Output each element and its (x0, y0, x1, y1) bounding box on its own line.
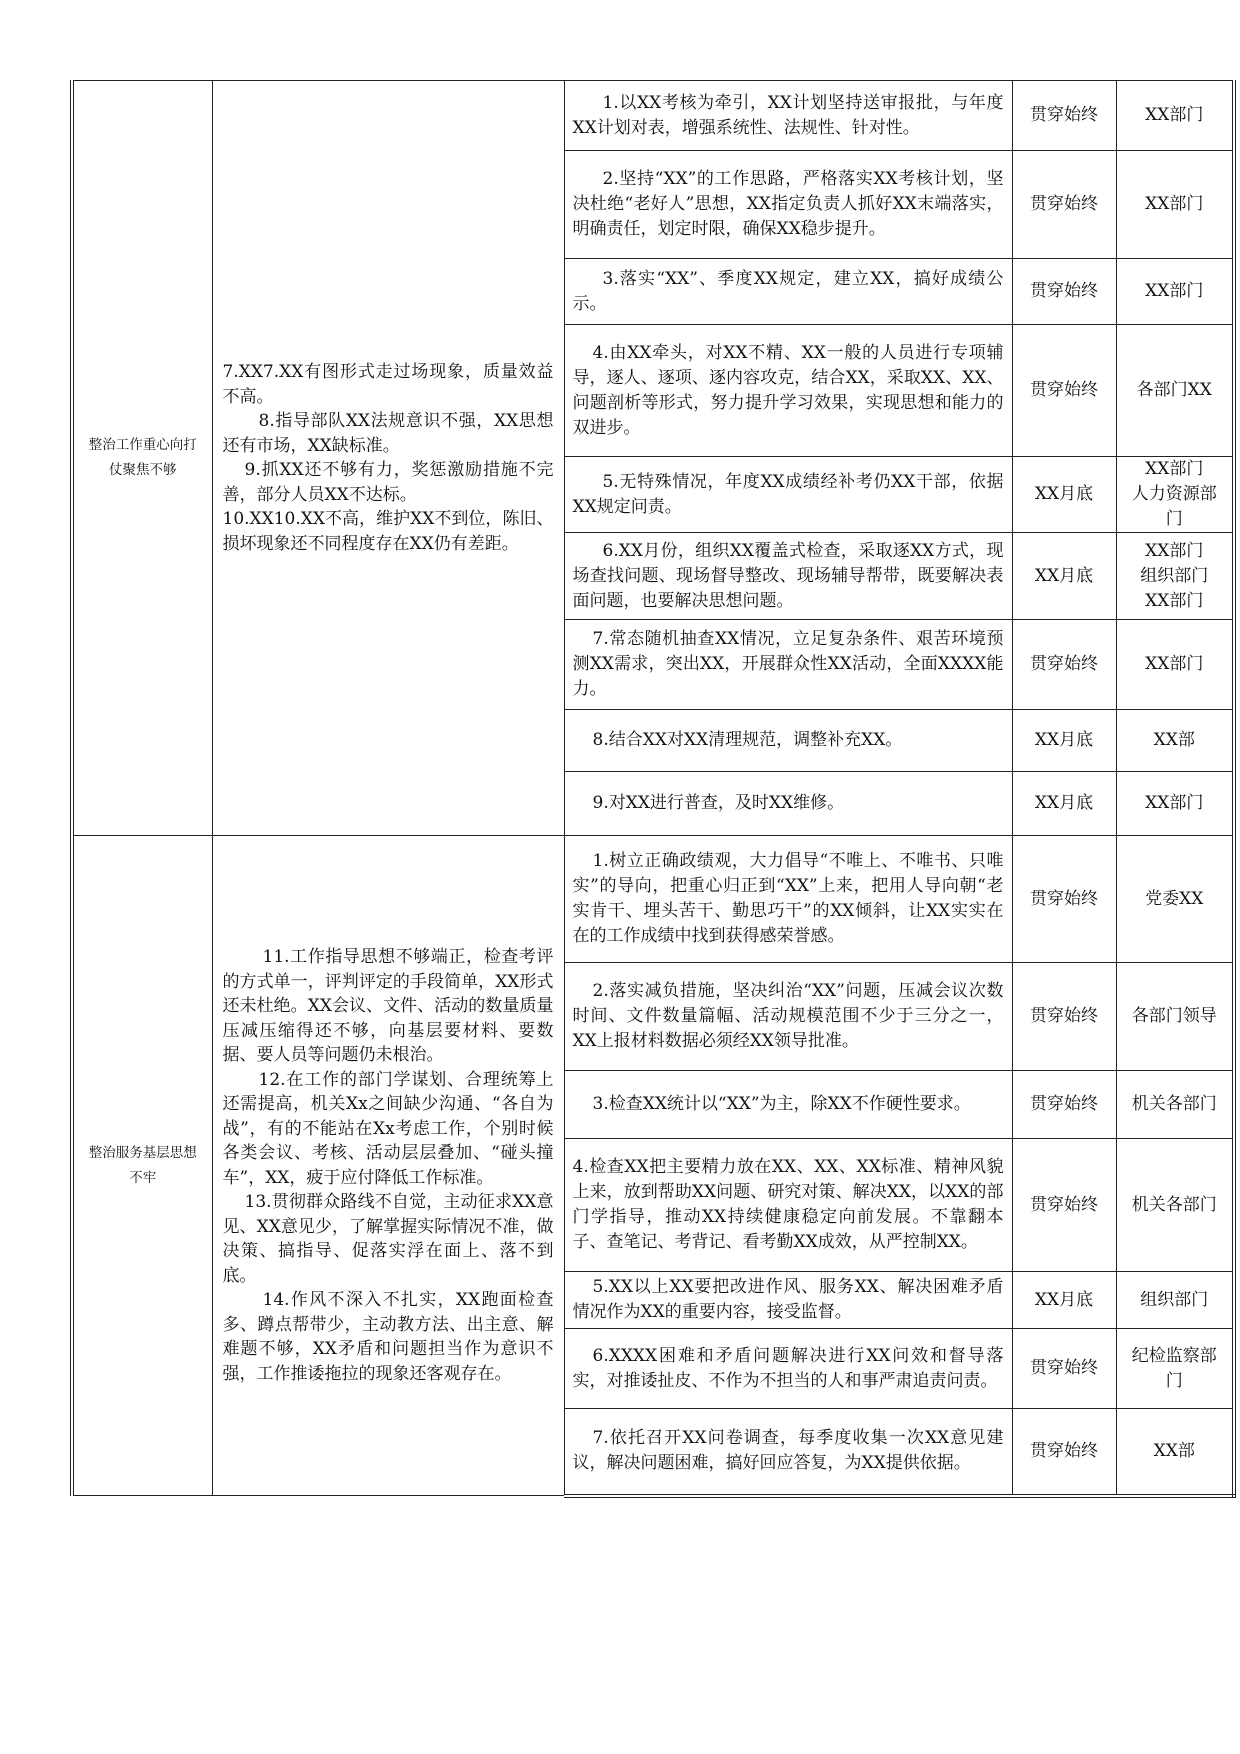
measure-cell (564, 1409, 1012, 1496)
problem-item: 12.在工作的部门学谋划、合理统筹上还需提高，机关Xx之间缺少沟通、“各自为战”，有的不能站在Xx考虑工作，个别时候各类会议、考核、活动层层叠加、“碰头撞车”，XX，疲于应付降低工作标准。 (222, 1069, 554, 1188)
dept-name: 机关各部门 (1131, 1194, 1217, 1215)
responsible-dept-cell (1116, 81, 1234, 151)
measure-text: 8.结合XX对XX清理规范，调整补充XX。 (592, 730, 903, 750)
measure-cell (564, 151, 1012, 259)
time-limit-cell: 贯穿始终 (1012, 259, 1116, 325)
measure-text: 1.树立正确政绩观，大力倡导“不唯上、不唯书、只唯实”的导向，把重心归正到“XX”上来，把用人导向朝“老实肯干、埋头苦干、勤思巧干”的XX倾斜，让XX实实在在的工作成绩中找到获得感荣誉感。 (572, 851, 1004, 946)
responsible-dept-cell (1116, 325, 1234, 457)
responsible-dept-cell (1116, 1071, 1234, 1139)
category-cell: 整治服务基层思想不牢 (72, 836, 212, 1496)
responsible-dept-cell (1116, 259, 1234, 325)
measure-text: 5.XX以上XX要把改进作风、服务XX、解决困难矛盾情况作为XX的重要内容，接受监督。 (572, 1277, 1004, 1322)
time-limit-cell: 贯穿始终 (1012, 1409, 1116, 1496)
problem-item: 7.XX7.XX有图形式走过场现象，质量效益不高。 (222, 362, 554, 407)
dept-name: XX部门 (1145, 105, 1204, 125)
measure-cell (564, 1071, 1012, 1139)
dept-name: 党委XX (1145, 888, 1204, 909)
dept-name: XX部 (1153, 730, 1195, 750)
responsible-dept-cell (1116, 710, 1234, 772)
measure-cell (564, 457, 1012, 533)
time-limit-cell: 贯穿始终 (1012, 325, 1116, 457)
measure-text: 2.坚持“XX”的工作思路，严格落实XX考核计划，坚决杜绝“老好人”思想，XX指定负责人抓好XX末端落实，明确责任，划定时限，确保XX稳步提升。 (572, 169, 1004, 239)
measure-cell (564, 1139, 1012, 1272)
measure-cell (564, 259, 1012, 325)
dept-name: XX部门 (1145, 459, 1204, 479)
time-limit-cell: XX月底 (1012, 457, 1116, 533)
time-limit-cell: XX月底 (1012, 710, 1116, 772)
dept-name: 纪检监察部 (1131, 1345, 1217, 1366)
responsible-dept-cell (1116, 772, 1234, 836)
dept-name: 组织部门 (1140, 1289, 1209, 1310)
dept-name: 组织部门 (1140, 565, 1209, 586)
dept-name: 门 (1165, 1370, 1183, 1391)
dept-name: 机关各部门 (1131, 1094, 1217, 1114)
table-row (72, 81, 1234, 151)
measure-text: 3.检查XX统计以“XX”为主，除XX不作硬性要求。 (592, 1094, 971, 1114)
measure-cell (564, 963, 1012, 1071)
dept-name: XX部门 (1145, 194, 1204, 214)
time-limit-cell: 贯穿始终 (1012, 151, 1116, 259)
measure-cell (564, 836, 1012, 963)
measure-text: 4.由XX牵头，对XX不精、XX一般的人员进行专项辅导，逐人、逐项、逐内容攻克，结合XX，采取XX、XX、问题剖析等形式，努力提升学习效果，实现思想和能力的双进步。 (572, 342, 1004, 438)
responsible-dept-cell (1116, 1272, 1234, 1329)
responsible-dept-cell (1116, 836, 1234, 963)
time-limit-cell: 贯穿始终 (1012, 620, 1116, 710)
rectification-table-page (70, 80, 1232, 1498)
dept-name: 各部门XX (1136, 380, 1212, 400)
responsible-dept-cell (1116, 963, 1234, 1071)
responsible-dept-cell (1116, 1329, 1234, 1409)
time-limit-cell: 贯穿始终 (1012, 1071, 1116, 1139)
dept-name: XX部 (1153, 1440, 1195, 1461)
dept-name: XX部门 (1145, 654, 1204, 674)
rectification-table (70, 80, 1236, 1498)
measure-cell (564, 325, 1012, 457)
dept-name: 门 (1165, 509, 1183, 529)
category-cell: 整治工作重心向打仗聚焦不够 (72, 81, 212, 836)
measure-text: 4.检查XX把主要精力放在XX、XX、XX标准、精神风貌上来，放到帮助XX问题、研究对策、解决XX，以XX的部门学指导，推动XX持续健康稳定向前发展。不靠翻本子、查笔记、考背记、看考勤XX成效，从严控制XX。 (572, 1157, 1004, 1252)
problem-cell (212, 81, 564, 836)
dept-name: XX部门 (1145, 281, 1204, 301)
measure-text: 6.XXXX困难和矛盾问题解决进行XX问效和督导落实，对推诿扯皮、不作为不担当的人和事严肃追责问责。 (572, 1345, 1004, 1391)
time-limit-cell: XX月底 (1012, 533, 1116, 620)
measure-text: 7.常态随机抽查XX情况，立足复杂条件、艰苦环境预测XX需求，突出XX，开展群众性XX活动，全面XXXX能力。 (572, 629, 1004, 699)
problem-item: 14.作风不深入不扎实，XX跑面检查多、蹲点帮带少，主动教方法、出主意、解难题不够，XX矛盾和问题担当作为意识不强，工作推诿拖拉的现象还客观存在。 (222, 1290, 554, 1384)
measure-text: 6.XX月份，组织XX覆盖式检查，采取逐XX方式，现场查找问题、现场督导整改、现场辅导帮带，既要解决表面问题，也要解决思想问题。 (572, 540, 1004, 611)
measure-text: 9.对XX进行普查，及时XX维修。 (592, 793, 845, 813)
responsible-dept-cell (1116, 533, 1234, 620)
measure-text: 3.落实“XX”、季度XX规定，建立XX，搞好成绩公示。 (572, 268, 1004, 314)
dept-name: XX部门 (1145, 590, 1204, 611)
time-limit-cell: XX月底 (1012, 772, 1116, 836)
measure-text: 5.无特殊情况，年度XX成绩经补考仍XX干部，依据XX规定问责。 (572, 471, 1004, 517)
time-limit-cell: 贯穿始终 (1012, 1139, 1116, 1272)
time-limit-cell: XX月底 (1012, 1272, 1116, 1329)
dept-name: 人力资源部 (1131, 484, 1217, 504)
dept-name: XX部门 (1145, 540, 1204, 561)
measure-cell (564, 1329, 1012, 1409)
measure-text: 2.落实减负措施，坚决纠治“XX”问题，压减会议次数时间、文件数量篇幅、活动规模范围不少于三分之一，XX上报材料数据必须经XX领导批准。 (572, 981, 1004, 1051)
problem-cell (212, 836, 564, 1496)
problem-item: 9.抓XX还不够有力，奖惩激励措施不完善，部分人员XX不达标。 (222, 460, 554, 505)
problem-item: 8.指导部队XX法规意识不强，XX思想还有市场，XX缺标准。 (222, 411, 554, 456)
problem-item: 10.XX10.XX不高，维护XX不到位，陈旧、损坏现象还不同程度存在XX仍有差距。 (222, 509, 554, 554)
dept-name: XX部门 (1145, 793, 1204, 813)
measure-text: 1.以XX考核为牵引，XX计划坚持送审报批，与年度XX计划对表，增强系统性、法规性、针对性。 (572, 92, 1004, 138)
responsible-dept-cell (1116, 1139, 1234, 1272)
measure-text: 7.依托召开XX问卷调查，每季度收集一次XX意见建议，解决问题困难，搞好回应答复，为XX提供依据。 (572, 1428, 1004, 1474)
measure-cell (564, 710, 1012, 772)
measure-cell (564, 533, 1012, 620)
responsible-dept-cell (1116, 151, 1234, 259)
problem-item: 13.贯彻群众路线不自觉，主动征求XX意见、XX意见少，了解掌握实际情况不准，做决策、搞指导、促落实浮在面上、落不到底。 (222, 1192, 554, 1286)
measure-cell (564, 620, 1012, 710)
time-limit-cell: 贯穿始终 (1012, 836, 1116, 963)
time-limit-cell: 贯穿始终 (1012, 81, 1116, 151)
responsible-dept-cell (1116, 620, 1234, 710)
table-row (72, 836, 1234, 963)
time-limit-cell: 贯穿始终 (1012, 1329, 1116, 1409)
time-limit-cell: 贯穿始终 (1012, 963, 1116, 1071)
measure-cell (564, 1272, 1012, 1329)
measure-cell (564, 81, 1012, 151)
measure-cell (564, 772, 1012, 836)
dept-name: 各部门领导 (1131, 1006, 1217, 1026)
responsible-dept-cell (1116, 1409, 1234, 1496)
responsible-dept-cell (1116, 457, 1234, 533)
problem-item: 11.工作指导思想不够端正，检查考评的方式单一，评判评定的手段简单，XX形式还未杜绝。XX会议、文件、活动的数量质量压减压缩得还不够，向基层要材料、要数据、要人员等问题仍未根治。 (222, 947, 554, 1065)
